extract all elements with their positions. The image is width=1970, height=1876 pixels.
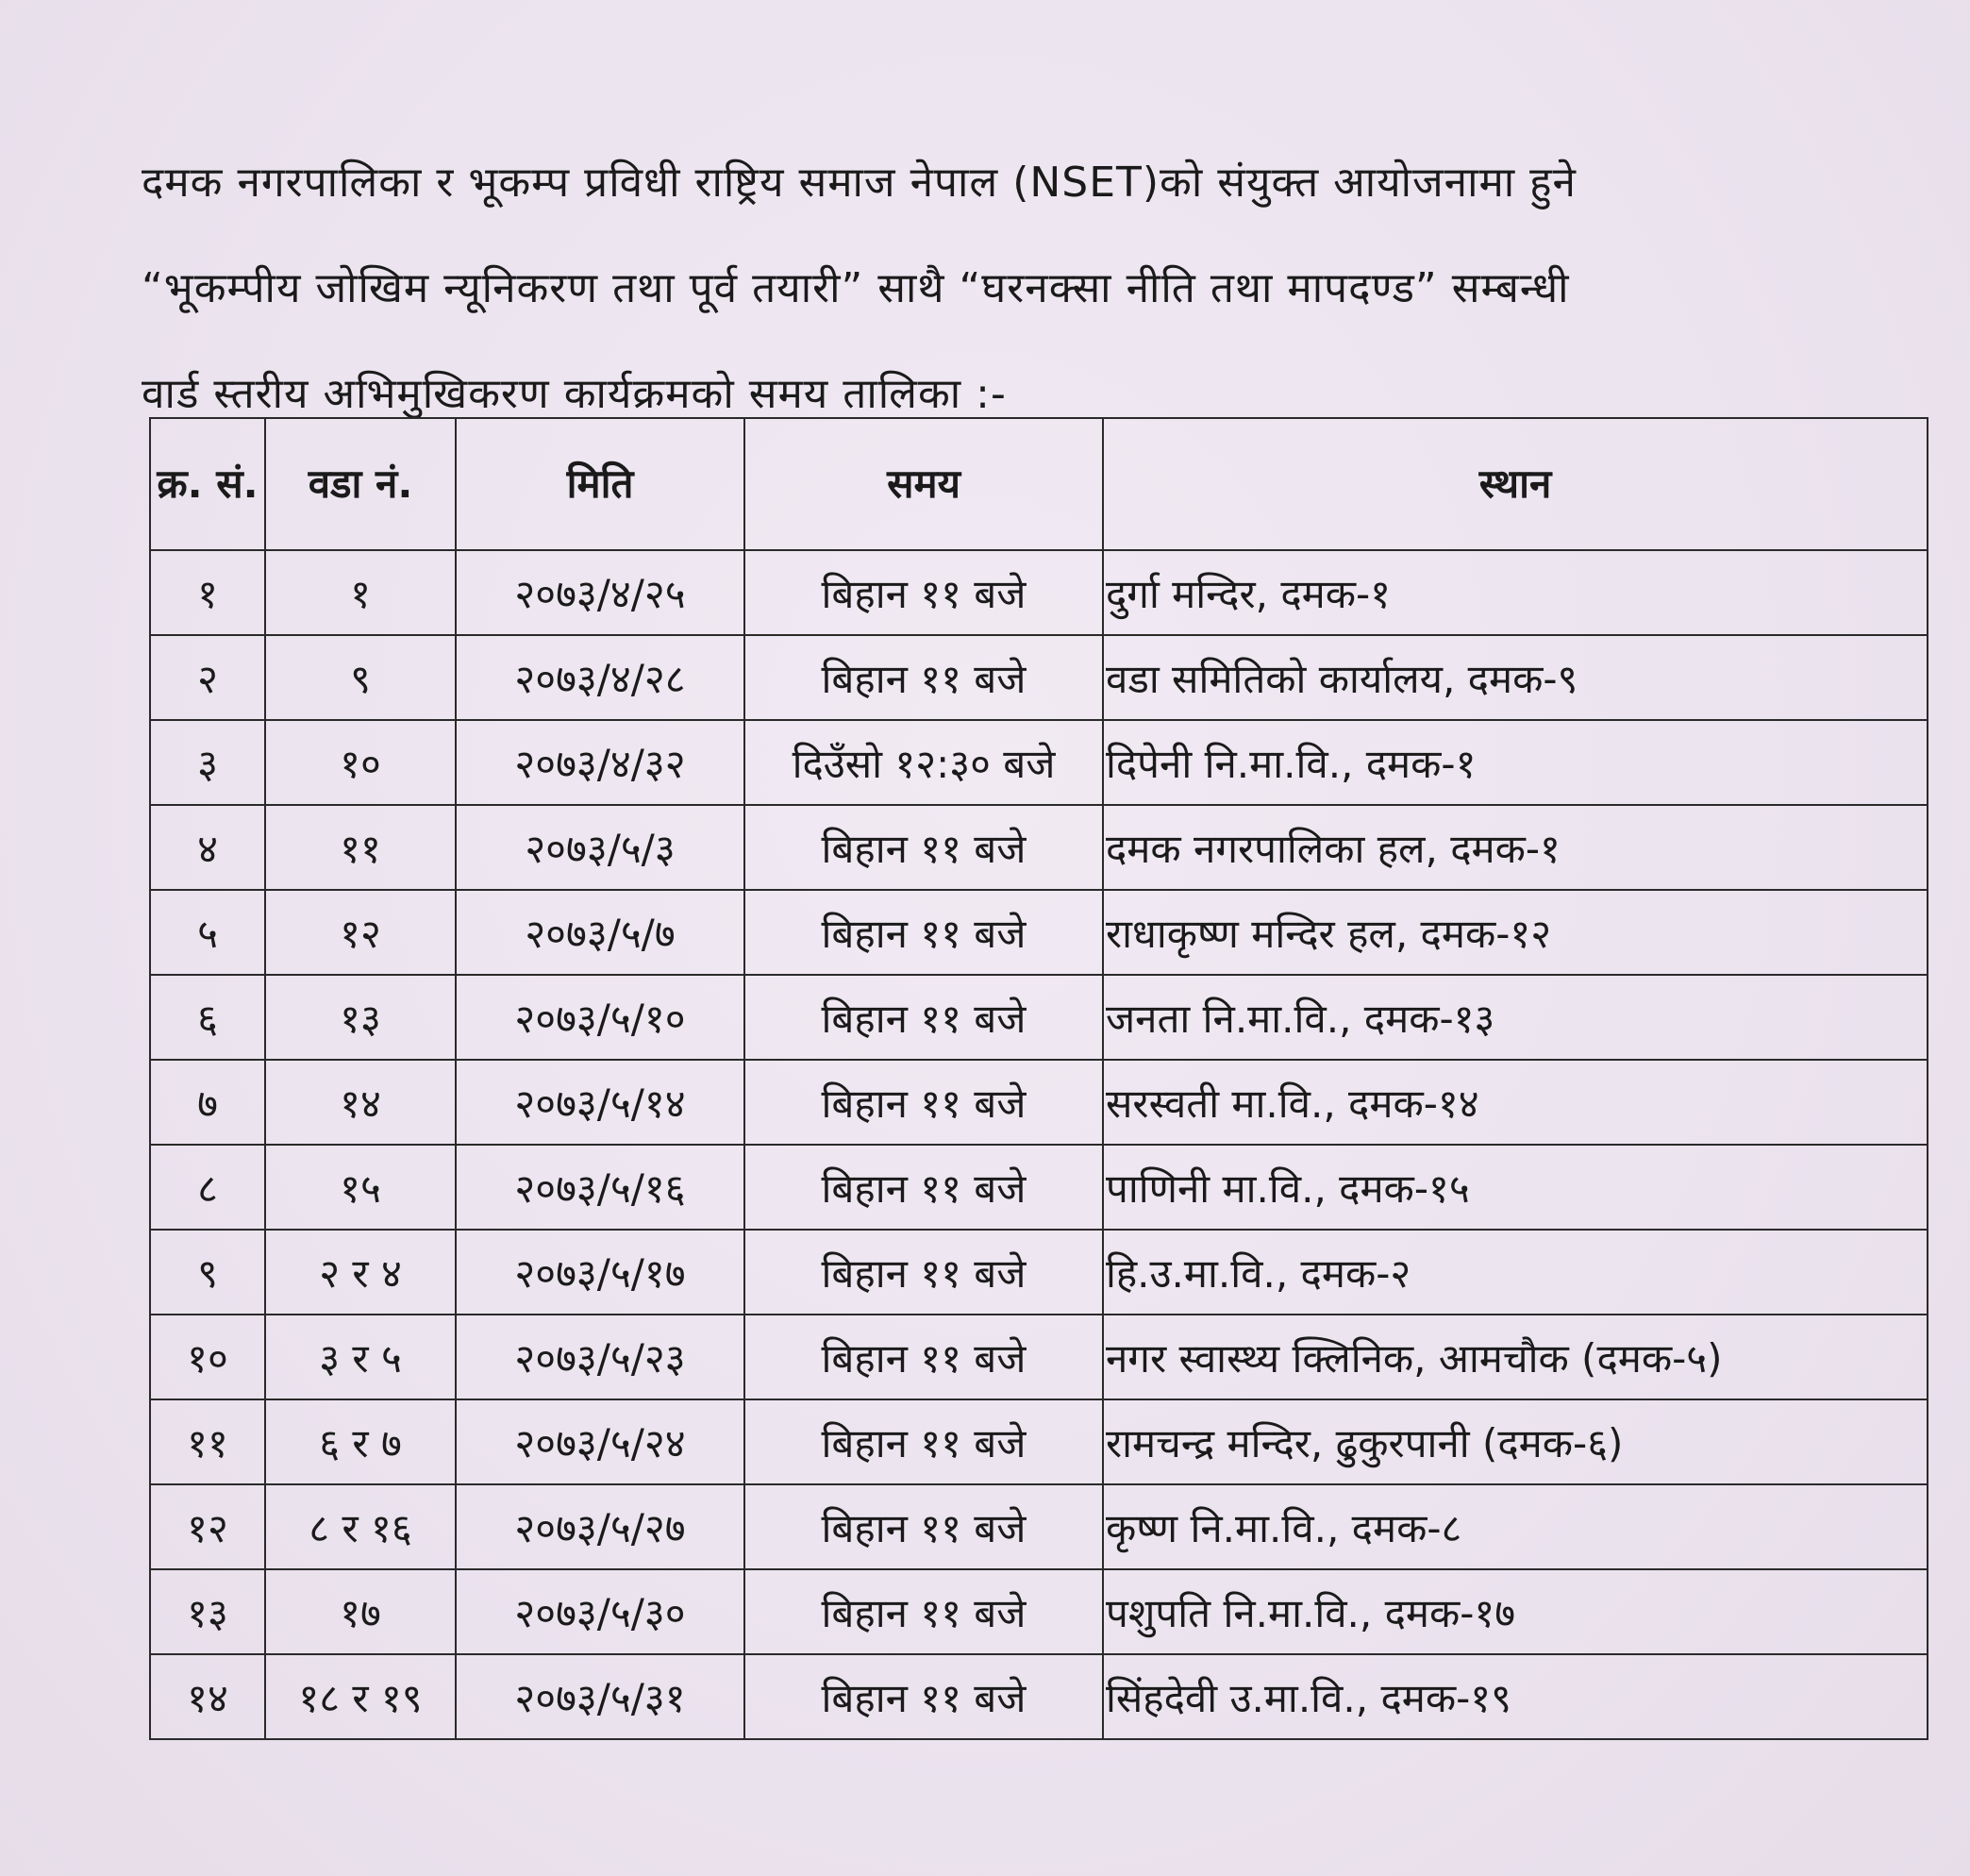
cell-time: बिहान ११ बजे [744,975,1103,1060]
cell-place: वडा समितिको कार्यालय, दमक-९ [1103,635,1928,720]
cell-serial-number: १२ [150,1484,265,1569]
intro-line-1: दमक नगरपालिका र भूकम्प प्रविधी राष्ट्रिय समाज नेपाल (NSET)को संयुक्त आयोजनामा हुने [142,159,1577,207]
table-row [150,1399,1928,1484]
cell-ward-number: १ [265,550,456,635]
cell-time: बिहान ११ बजे [744,635,1103,720]
cell-date: २०७३/४/३२ [456,720,744,805]
intro-line-3: वार्ड स्तरीय अभिमुखिकरण कार्यक्रमको समय तालिका :- [142,370,1007,418]
cell-date: २०७३/५/१४ [456,1060,744,1145]
cell-ward-number: १२ [265,890,456,975]
cell-date: २०७३/४/२८ [456,635,744,720]
cell-time: बिहान ११ बजे [744,805,1103,890]
cell-time: बिहान ११ बजे [744,1060,1103,1145]
cell-place: रामचन्द्र मन्दिर, ढुकुरपानी (दमक-६) [1103,1399,1928,1484]
table-body [150,550,1928,1739]
cell-place: सिंहदेवी उ.मा.वि., दमक-१९ [1103,1654,1928,1739]
cell-ward-number: ८ र १६ [265,1484,456,1569]
intro-line-2: “भूकम्पीय जोखिम न्यूनिकरण तथा पूर्व तयारी” साथै “घरनक्सा नीति तथा मापदण्ड” सम्बन्धी [142,264,1570,312]
cell-serial-number: ६ [150,975,265,1060]
cell-ward-number: १७ [265,1569,456,1654]
cell-place: हि.उ.मा.वि., दमक-२ [1103,1230,1928,1315]
cell-place: नगर स्वास्थ्य क्लिनिक, आमचौक (दमक-५) [1103,1315,1928,1399]
table-row [150,1315,1928,1399]
header-date: मिति [456,418,744,550]
cell-date: २०७३/५/१७ [456,1230,744,1315]
cell-ward-number: ९ [265,635,456,720]
cell-place: कृष्ण नि.मा.वि., दमक-८ [1103,1484,1928,1569]
cell-time: दिउँसो १२:३० बजे [744,720,1103,805]
cell-ward-number: ६ र ७ [265,1399,456,1484]
cell-time: बिहान ११ बजे [744,550,1103,635]
cell-serial-number: १ [150,550,265,635]
cell-ward-number: १३ [265,975,456,1060]
cell-serial-number: २ [150,635,265,720]
cell-place: सरस्वती मा.वि., दमक-१४ [1103,1060,1928,1145]
cell-place: राधाकृष्ण मन्दिर हल, दमक-१२ [1103,890,1928,975]
cell-ward-number: ३ र ५ [265,1315,456,1399]
cell-ward-number: १८ र १९ [265,1654,456,1739]
cell-date: २०७३/५/२७ [456,1484,744,1569]
cell-serial-number: ४ [150,805,265,890]
cell-ward-number: ११ [265,805,456,890]
header-ward-number: वडा नं. [265,418,456,550]
table-row [150,805,1928,890]
table-row [150,550,1928,635]
table-row [150,635,1928,720]
cell-ward-number: १४ [265,1060,456,1145]
intro-paragraph [142,130,1925,447]
cell-serial-number: ९ [150,1230,265,1315]
table-row [150,975,1928,1060]
cell-serial-number: ७ [150,1060,265,1145]
table-row [150,720,1928,805]
cell-time: बिहान ११ बजे [744,1654,1103,1739]
header-place: स्थान [1103,418,1928,550]
cell-time: बिहान ११ बजे [744,1399,1103,1484]
cell-time: बिहान ११ बजे [744,1145,1103,1230]
cell-date: २०७३/५/२४ [456,1399,744,1484]
cell-date: २०७३/५/१० [456,975,744,1060]
cell-date: २०७३/५/३१ [456,1654,744,1739]
cell-ward-number: १५ [265,1145,456,1230]
cell-serial-number: ११ [150,1399,265,1484]
table-row [150,1060,1928,1145]
cell-date: २०७३/५/३ [456,805,744,890]
cell-time: बिहान ११ बजे [744,1230,1103,1315]
cell-ward-number: १० [265,720,456,805]
cell-place: पाणिनी मा.वि., दमक-१५ [1103,1145,1928,1230]
cell-date: २०७३/५/१६ [456,1145,744,1230]
cell-place: पशुपति नि.मा.वि., दमक-१७ [1103,1569,1928,1654]
cell-serial-number: ८ [150,1145,265,1230]
table-row [150,890,1928,975]
cell-place: दिपेनी नि.मा.वि., दमक-१ [1103,720,1928,805]
cell-place: दमक नगरपालिका हल, दमक-१ [1103,805,1928,890]
table-row [150,1145,1928,1230]
cell-time: बिहान ११ बजे [744,1484,1103,1569]
table-row [150,1484,1928,1569]
cell-time: बिहान ११ बजे [744,1569,1103,1654]
cell-date: २०७३/४/२५ [456,550,744,635]
cell-serial-number: ३ [150,720,265,805]
table-row [150,1654,1928,1739]
cell-serial-number: ५ [150,890,265,975]
cell-time: बिहान ११ बजे [744,890,1103,975]
cell-serial-number: १३ [150,1569,265,1654]
table-row [150,1569,1928,1654]
cell-place: दुर्गा मन्दिर, दमक-१ [1103,550,1928,635]
cell-place: जनता नि.मा.वि., दमक-१३ [1103,975,1928,1060]
cell-time: बिहान ११ बजे [744,1315,1103,1399]
header-serial-number: क्र. सं. [150,418,265,550]
cell-serial-number: १४ [150,1654,265,1739]
header-time: समय [744,418,1103,550]
table-row [150,1230,1928,1315]
cell-date: २०७३/५/२३ [456,1315,744,1399]
cell-ward-number: २ र ४ [265,1230,456,1315]
cell-date: २०७३/५/३० [456,1569,744,1654]
header-row [150,418,1928,550]
cell-date: २०७३/५/७ [456,890,744,975]
schedule-table [149,417,1928,1740]
table-header [150,418,1928,550]
cell-serial-number: १० [150,1315,265,1399]
